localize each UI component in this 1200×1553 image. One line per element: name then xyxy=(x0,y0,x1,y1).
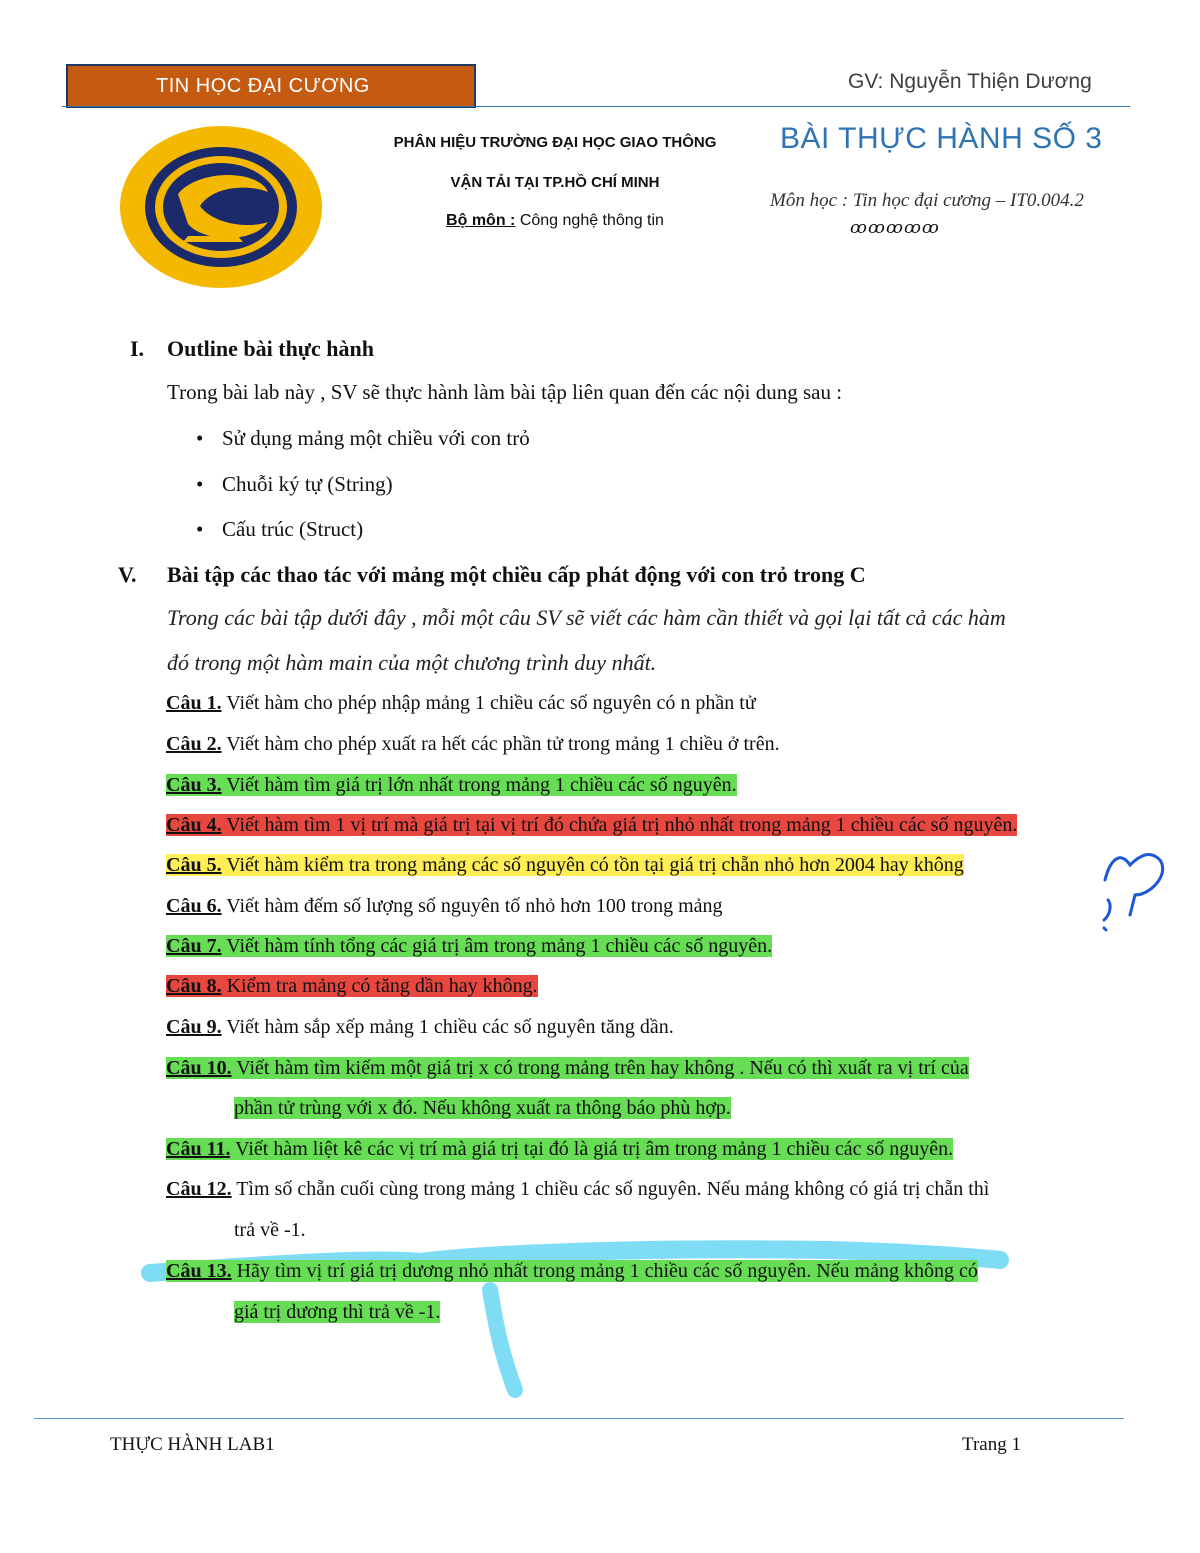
bullet-item: • Chuỗi ký tự (String) xyxy=(196,472,393,496)
section-1-title: Outline bài thực hành xyxy=(167,336,374,361)
department-value: Công nghệ thông tin xyxy=(515,212,664,229)
section-5-number: V. xyxy=(118,562,137,587)
school-name-line1: PHÂN HIỆU TRƯỜNG ĐẠI HỌC GIAO THÔNG xyxy=(393,134,717,151)
section-1-intro: Trong bài lab này , SV sẽ thực hành làm bài tập liên quan đến các nội dung sau : xyxy=(167,380,843,404)
section-5-intro-line2: đó trong một hàm main của một chương trình duy nhất. xyxy=(167,650,657,675)
question-13-continued: giá trị dương thì trả về -1. xyxy=(234,1301,441,1323)
bullet-item: • Sử dụng mảng một chiều với con trỏ xyxy=(196,426,530,450)
footer-lab-name: THỰC HÀNH LAB1 xyxy=(110,1434,275,1455)
question-8: Câu 8. Kiểm tra mảng có tăng dần hay không. xyxy=(166,975,538,997)
subject-line: Môn học : Tin học đại cương – IT0.004.2 xyxy=(770,190,1084,211)
question-12: Câu 12. Tìm số chẵn cuối cùng trong mảng 1 chiều các số nguyên. Nếu mảng không có giá trị chẵn thì xyxy=(166,1178,990,1200)
question-11: Câu 11. Viết hàm liệt kê các vị trí mà giá trị tại đó là giá trị âm trong mảng 1 chiều các số nguyên. xyxy=(166,1138,954,1160)
teacher-name: GV: Nguyễn Thiện Dương xyxy=(848,70,1092,93)
question-9: Câu 9. Viết hàm sắp xếp mảng 1 chiều các số nguyên tăng dần. xyxy=(166,1016,674,1038)
question-4: Câu 4. Viết hàm tìm 1 vị trí mà giá trị tại vị trí đó chứa giá trị nhỏ nhất trong mảng 1 chiều các số nguyên. xyxy=(166,814,1018,836)
section-5-intro-line1: Trong các bài tập dưới đây , mỗi một câu SV sẽ viết các hàm cần thiết và gọi lại tất cả các hàm xyxy=(167,605,1006,630)
question-1: Câu 1. Viết hàm cho phép nhập mảng 1 chiều các số nguyên có n phần tử xyxy=(166,692,756,714)
cyan-pen-stroke xyxy=(490,1290,515,1390)
lab-title: BÀI THỰC HÀNH SỐ 3 xyxy=(780,122,1103,155)
footer-page-number: Trang 1 xyxy=(962,1434,1021,1455)
question-3: Câu 3. Viết hàm tìm giá trị lớn nhất trong mảng 1 chiều các số nguyên. xyxy=(166,774,737,796)
school-name-line2: VẬN TẢI TẠI TP.HỒ CHÍ MINH xyxy=(450,174,660,191)
blue-pen-scribble xyxy=(1104,855,1163,930)
question-5: Câu 5. Viết hàm kiểm tra trong mảng các số nguyên có tồn tại giá trị chẵn nhỏ hơn 2004 hay không xyxy=(166,854,964,876)
section-1-number: I. xyxy=(130,336,145,361)
question-13: Câu 13. Hãy tìm vị trí giá trị dương nhỏ nhất trong mảng 1 chiều các số nguyên. Nếu mảng không có xyxy=(166,1260,978,1282)
question-10: Câu 10. Viết hàm tìm kiếm một giá trị x có trong mảng trên hay không . Nếu có thì xuất ra vị trí của xyxy=(166,1057,969,1079)
bullet-item: • Cấu trúc (Struct) xyxy=(196,517,364,541)
question-6: Câu 6. Viết hàm đếm số lượng số nguyên tố nhỏ hơn 100 trong mảng xyxy=(166,895,723,917)
section-5-title: Bài tập các thao tác với mảng một chiều cấp phát động với con trỏ trong C xyxy=(167,562,866,587)
footer-divider xyxy=(34,1418,1124,1419)
question-10-continued: phần tử trùng với x đó. Nếu không xuất ra thông báo phù hợp. xyxy=(234,1097,731,1119)
question-2: Câu 2. Viết hàm cho phép xuất ra hết các phần tử trong mảng 1 chiều ở trên. xyxy=(166,733,780,755)
ornament: ꝏꝏꝏꝏꝏ xyxy=(850,218,940,237)
question-12-continued: trả về -1. xyxy=(234,1219,306,1241)
question-7: Câu 7. Viết hàm tính tổng các giá trị âm trong mảng 1 chiều các số nguyên. xyxy=(166,935,773,957)
course-title: TIN HỌC ĐẠI CƯƠNG xyxy=(156,75,370,97)
department-label: Bộ môn : xyxy=(446,212,516,229)
